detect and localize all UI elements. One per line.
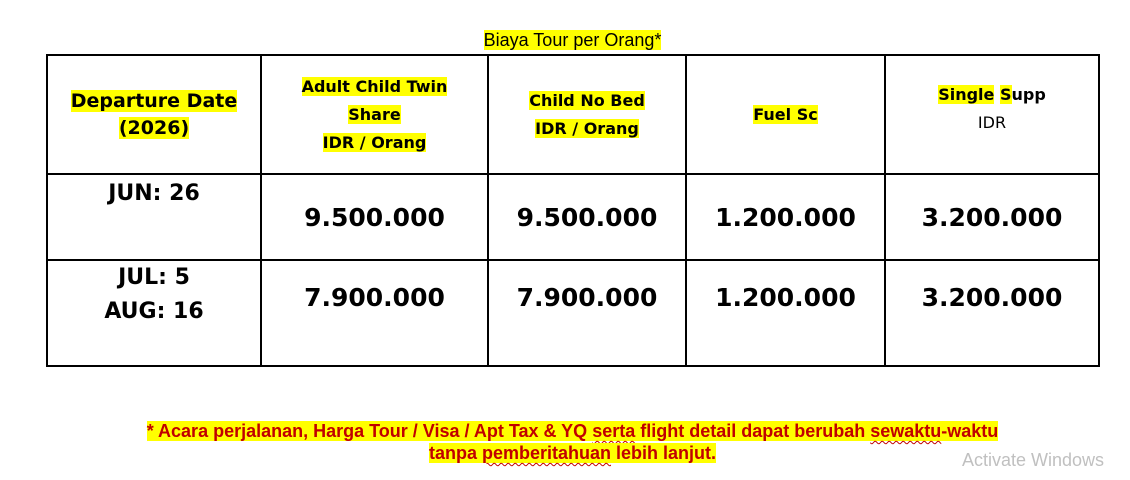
table-title-text: Biaya Tour per Orang* (483, 30, 662, 50)
child-price: 9.500.000 (516, 202, 658, 232)
fuel-price-cell (686, 174, 885, 260)
disclaimer-line1 (147, 421, 999, 441)
table-title (0, 29, 1130, 51)
single-supp-cell (885, 174, 1099, 260)
adult-price-cell (261, 174, 488, 260)
disclaimer-text: flight detail dapat berubah (635, 421, 871, 441)
header-fuel-sc (686, 55, 885, 174)
header-fuel-label: Fuel Sc (753, 104, 818, 124)
single-supp-price: 3.200.000 (921, 283, 1063, 312)
header-single-word: Single (938, 85, 995, 104)
header-departure-year: (2026) (118, 116, 190, 139)
fuel-price-cell (686, 260, 885, 366)
header-single-supp (885, 55, 1099, 174)
disclaimer-text: -waktu (941, 421, 999, 441)
child-price: 7.900.000 (516, 283, 658, 312)
header-single-currency: IDR (977, 113, 1007, 132)
disclaimer-text: * Acara perjalanan, Harga Tour / Visa / Apt Tax & YQ (146, 421, 593, 441)
departure-date-cell (47, 174, 261, 260)
table-header-row (47, 55, 1099, 174)
table-row (47, 260, 1099, 366)
departure-date: JUN: 26 (108, 181, 200, 206)
header-departure-date (47, 55, 261, 174)
departure-date-cell (47, 260, 261, 366)
header-child-line2: IDR / Orang (535, 118, 639, 138)
header-adult-line2: Share (348, 104, 401, 124)
spellcheck-word: sewaktu (870, 421, 942, 441)
adult-price: 9.500.000 (304, 202, 445, 232)
price-table (46, 54, 1100, 367)
header-departure-label: Departure Date (70, 89, 238, 112)
table-row (47, 174, 1099, 260)
adult-price-cell (261, 260, 488, 366)
child-price-cell (488, 174, 686, 260)
disclaimer-text: tanpa (428, 443, 482, 463)
departure-date: JUL: 5 (118, 265, 190, 290)
header-supp-initial: S (999, 85, 1012, 104)
spellcheck-word: serta (592, 421, 636, 441)
header-adult-line1: Adult Child Twin (301, 76, 448, 96)
spellcheck-word: pemberitahuan (481, 443, 612, 463)
disclaimer-line2 (429, 443, 716, 463)
disclaimer-note (0, 420, 1130, 464)
header-child-no-bed (488, 55, 686, 174)
header-adult-line3: IDR / Orang (322, 132, 427, 152)
departure-date: AUG: 16 (104, 299, 204, 324)
activate-windows-watermark: Activate Windows (962, 450, 1105, 470)
child-price-cell (488, 260, 686, 366)
header-child-line1: Child No Bed (529, 90, 645, 110)
fuel-price: 1.200.000 (715, 283, 856, 312)
disclaimer-text: lebih lanjut. (611, 443, 717, 463)
fuel-price: 1.200.000 (715, 202, 856, 232)
adult-price: 7.900.000 (304, 283, 445, 312)
single-supp-cell (885, 260, 1099, 366)
single-supp-price: 3.200.000 (921, 202, 1063, 232)
header-adult-twin-share (261, 55, 488, 174)
header-supp-rest: upp (1011, 85, 1046, 104)
